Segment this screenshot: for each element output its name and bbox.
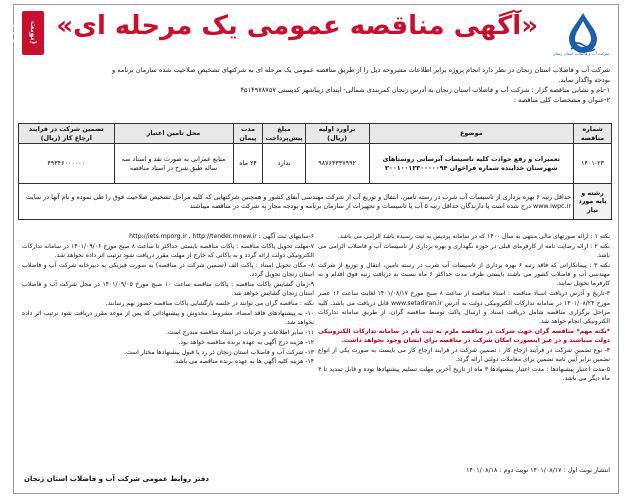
tender-spec-heading: ۲-عنوان و مشخصات کلی مناقصه :: [513, 96, 610, 104]
note-item: ۱۴- هزینه کلیه آگهی ها به عهده برنده مناقصه می باشد.: [173, 358, 314, 366]
note-item: ۶-سایتهای ثبت آگهی : http://iets.mporg.ir ، http://tender.mnew.ir: [129, 233, 314, 240]
prepayment: ندارد: [263, 144, 305, 184]
notes-right-column: [318, 232, 610, 464]
note-item: نکته ۲ : ارائه رضایت نامه از کارفرمای قبلی در حوزه نگهداری و بهره برداری از تاسیسات آب و فاضلاب الزامی می باشد.: [318, 242, 610, 260]
column-header: تضمین شرکت در فرایند ارجاع کار (ریال): [19, 124, 115, 144]
table-row: [19, 144, 612, 184]
note-item: ۳-تاریخ و آدرس دریافت اسناد مناقصه : اسناد مناقصه از ساعت ۸ صبح مورخ ۱۴۰۱/۰۸/۱۷ لغایت ساعت ۱۶ عصر مورخ ۱۴۰۱/۰۸/۲۴ در سامانه تدارکات الکترونیکی دولت به آدرس www.setadiran.ir قابل دریافت می باشد. کلیه مراحل برگزاری مناقصه شامل دریافت اسناد و ارسال پاکت توسط مناقصه گران، از طریق سامانه تدارکات الکترونیکی انجام خواهد شد.: [318, 290, 610, 326]
notes-left-column: [22, 232, 314, 464]
important-note: *نکته مهم* مناقصه گران جهت شرکت در مناقصه ملزم به ثبت نام در سامانه تدارکات الکترونیکی دولت میباشند و در غیر اینصورت امکان شرکت در مناقصه برای ایشان وجود نخواهد داشت.: [318, 327, 610, 345]
public-relations-signature: دفتر روابط عمومی شرکت آب و فاضلاب استان زنجان: [24, 475, 209, 483]
column-header: مبلغ پیش‌پرداخت: [263, 124, 305, 144]
intro-line: شرکت آب و فاضلاب استان زنجان در نظر دارد انجام پروژه برابر اطلاعات مشروحه ذیل را از طریق مناقصه عمومی یک مرحله ای به شرکتهای تشخیص صلاحیت شده سازمان برنامه و: [111, 66, 610, 74]
note-item: ۵-مدت اعتبار پیشنهادها : مدت اعتبار پیشنهادها ۳ ماه از تاریخ آخرین مهلت تسلیم پیشنهادها بوده و قابل تمدید تا ۳ ماه دیگر می باشد.: [318, 366, 610, 383]
column-header: مدت پیمان: [233, 124, 263, 144]
tender-subject: تعمیرات و رفع حوادث کلیه تاسیسات آبرسانی روستاهای شهرستان خدابنده شماره فراخوان ۲۰۰۱۰۰۱۲۳۰۰۰۰۰۹۴: [369, 144, 574, 184]
intro-line: بودجه واگذار نماید.: [558, 76, 610, 84]
initial-estimate: ۹۸۷۶۴۳۳۷۹۹۲: [305, 144, 369, 184]
column-header: موضوع: [369, 124, 574, 144]
tender-number: ۱۴۰۱-۲۳: [574, 144, 612, 184]
notes-section: [22, 232, 610, 464]
logo-caption: شرکت آب و فاضلاب استان زنجان: [552, 51, 610, 56]
note-item: ۱۲- هزینه درج آگهی به عهده برنده مناقصه خواهد بود.: [178, 338, 314, 346]
note-item: ۴- نوع تضمین شرکت در فرآیند ارجاع کار : تضمین شرکت در فرایند ارجاع کار می بایست به صورت یکی از انواع تضمین برابر آیین نامه تضمین برای معاملات دولتی ارائه گردد.: [318, 347, 610, 364]
intro: [22, 65, 610, 105]
notice-title: «آگهی مناقصه عمومی یک مرحله ای»: [56, 11, 538, 41]
column-header: محل تامین اعتبار: [114, 124, 233, 144]
guarantee-amount: ۴۹۳۴۶۰۰۰۰۰۰: [19, 144, 115, 184]
column-header: شماره مناقصه: [574, 124, 612, 144]
note-item: ۱۱- سایر اطلاعات و جزئیات در اسناد مناقصه مندرج است.: [166, 328, 314, 336]
note-item: ۷-مهلت تحویل پاکات مناقصه : پاکات مناقصه بایستی حداکثر تا ساعت ۸ صبح مورخ ۱۴۰۱/۰۹/۰۶ در سامانه تدارکات الکترونیکی دولت ارائه گردد و به پاکاتی که خارج از مهلت مقرر دریافت شود ترتیب اثر داده نخواهد شد.: [22, 242, 314, 260]
tender-notice: [7, 4, 619, 494]
conditions-label: رشته و پایه مورد نیاز: [574, 184, 612, 220]
funding-source: منابع عمرانی به صورت نقد و اسناد سه ساله طبق شرح در اسناد مناقصه: [114, 144, 233, 184]
note-item: ۹-زمان گشایش پاکات مناقصه : پاکات مناقصه ساعت ۱۰ صبح مورخ ۱۴۰۱/۰۹/۰۵ در محل شرکت آب و فاضلاب استان زنجان گشایش خواهد شد.: [22, 280, 314, 298]
note-item: نکته ۳ : پیمانکارانی که فاقد رتبه ۶ بهره برداری از تاسیسات آب شرب در رسته تامین، انتقال و توزیع از شرکت مهندسی آب و فاضلاب کشور می باشند بایستی ظرف مدت حداکثر ۶ ماه نسبت به دریافت رتبه فوق اقدام و به کارفرما تحویل نمایند.: [318, 261, 610, 288]
table-row: [19, 184, 612, 220]
conditions-text: حداقل رتبه ۶ بهره برداری از تاسیسات آب شرب در رسته تامین، انتقال و توزیع آب از شرکت مهندسی آبفای کشور و همچنین شرکتهایی که کلیه مراحل تشخیص صلاحیت فوق را طی نموده و نام آنها در سایت www.iwpc.ir درج شده است یا دارندگان حداقل رتبه ۵ آب یا تاسیسات و تجهیزات از سازمان برنامه و بودجه مجاز به شرکت در مناقصه میباشند: [19, 184, 574, 220]
note-item: نکته ۱ : ارائه صورتهای مالی منتهی به سال ۱۴۰۰ که در سامانه پردیس به ثبت رسیده باشد الزامی می باشد.: [337, 233, 610, 240]
note-item: ۱۳- شرکت آب و فاضلاب استان زنجان در رد یا قبول پیشنهادها مختار است.: [124, 348, 314, 356]
contract-duration: ۲۴ ماه: [233, 144, 263, 184]
table-header-row: [19, 124, 612, 144]
note-item: ۱۰- به پیشنهادهای فاقد امضاء، مشروط، مخدوش و پیشنهاداتی که پس از موعد مقرر دریافت شود ترتیب اثر داده نخواهد شد.: [22, 309, 314, 327]
column-header: برآورد اولیه (ریال): [305, 124, 369, 144]
tender-table: [18, 123, 612, 220]
header: [7, 5, 618, 63]
publish-dates: انتشار نوبت اول : ۱۴۰۱/۰۸/۱۷ نوبت دوم : ۱۴۰۱/۰۸/۱۸: [466, 467, 610, 474]
water-company-logo-icon: [556, 11, 610, 55]
note-item: ۸- مکان تحویل اسناد : پاکت الف (تضمین شرکت در مناقصه) به صورت فیزیکی به دبیرخانه شرکت آب و فاضلاب استان زنجان تحویل گردد.: [22, 261, 314, 279]
note-item: نکته : مناقصه گران می توانند در جلسه بازگشایی پاکات مناقصه حضور بهم رسانند.: [105, 300, 314, 308]
tenderer-info: ۱-نام و نشانی مناقصه گزار : شرکت آب و فاضلاب استان زنجان به آدرس زنجان کمربندی شمالی- ابتدای زیباشهر کدپستی ۴۵۱۴۹۷۸۷۵۷: [240, 86, 610, 94]
stage-badge: (نوبت اول): [22, 11, 44, 55]
